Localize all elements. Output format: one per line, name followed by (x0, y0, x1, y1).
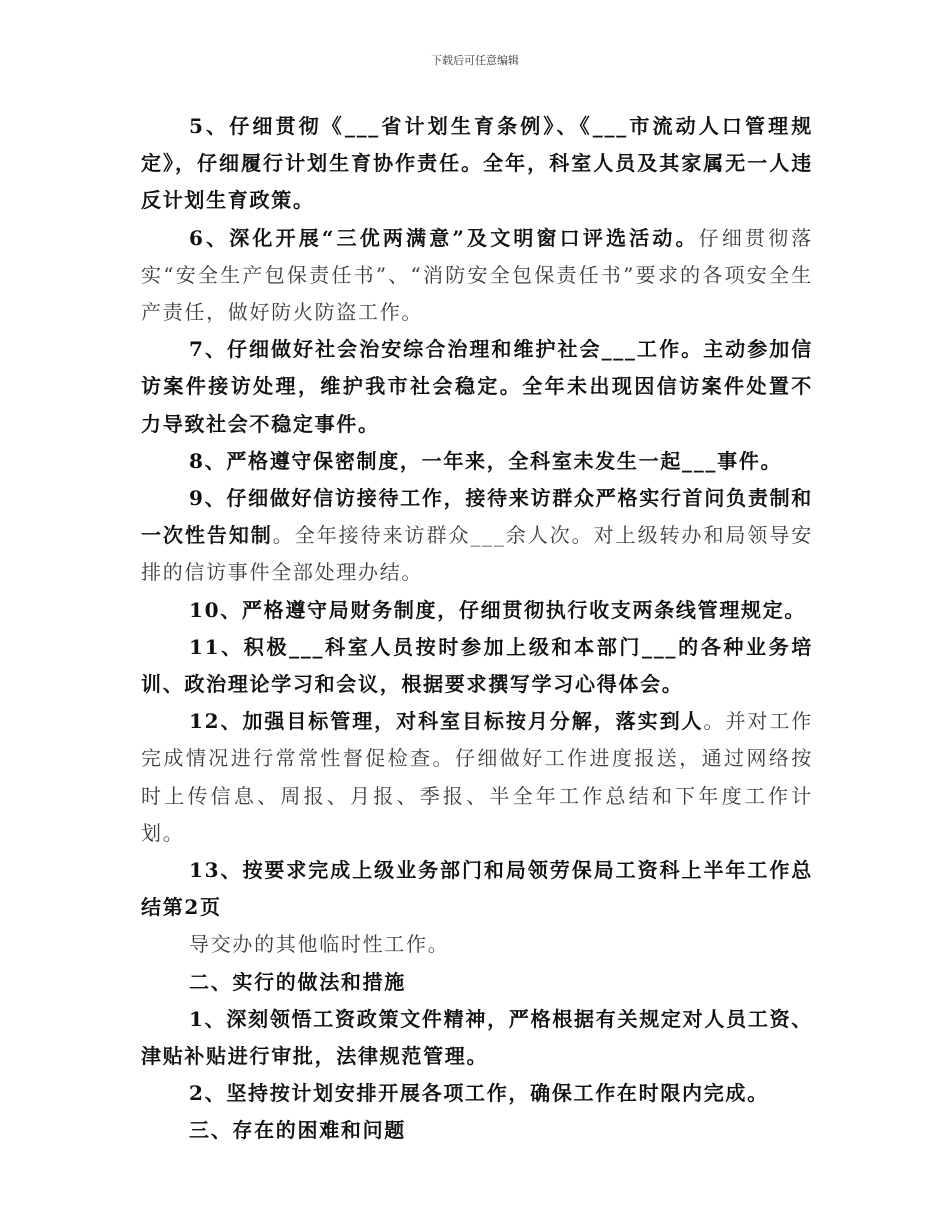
paragraph-normal-text: 。并对工作完成情况进行常常性督促检查。仔细做好工作进度报送，通过网络按时上传信息、周报、月报、季报、半全年工作总结和下年度工作计划。 (141, 709, 814, 845)
paragraph-item-5 (141, 108, 813, 220)
paragraph-bold-text: 13、按要求完成上级业务部门和局领劳保局工资科上半年工作总结第2页 (141, 858, 813, 920)
paragraph-bold-text: 9、仔细做好信访接待工作，接待来访群众严格实行首问负责制和一次性告知制 (141, 486, 813, 548)
paragraph-normal-text: 仔细贯彻落实“安全生产包保责任书”、“消防安全包保责任书”要求的各项安全生产责任，做好防火防盗工作。 (141, 225, 814, 325)
paragraph-bold-text: 5、仔细贯彻《___省计划生育条例》、《___市流动人口管理规定》，仔细履行计划生育协作责任。全年，科室人员及其家属无一人违反计划生育政策。 (141, 114, 813, 213)
paragraph-item-6 (141, 220, 813, 332)
page-header: 下载后可任意编辑 (431, 54, 519, 67)
paragraph-item-13-continued (141, 926, 813, 963)
paragraph-item-10 (141, 592, 813, 629)
paragraph-bold-text: 2、坚持按计划安排开展各项工作，确保工作在时限内完成。 (189, 1081, 769, 1106)
paragraph-item-13 (141, 852, 813, 926)
section-heading-2 (141, 964, 813, 1001)
paragraph-bold-text: 10、严格遵守局财务制度，仔细贯彻执行收支两条线管理规定。 (189, 597, 807, 622)
section-heading-3 (141, 1112, 813, 1149)
paragraph-item-11 (141, 629, 813, 703)
paragraph-normal-text: 。全年接待来访群众___余人次。对上级转办和局领导安排的信访事件全部处理办结。 (141, 523, 814, 585)
paragraph-item-7 (141, 331, 813, 443)
paragraph-bold-text: 8、严格遵守保密制度，一年来，全科室未发生一起___事件。 (189, 448, 783, 473)
paragraph-bold-text: 7、仔细做好社会治安综合治理和维护社会___工作。主动参加信访案件接访处理，维护我市社会稳定。全年未出现因信访案件处置不力导致社会不稳定事件。 (141, 337, 813, 436)
paragraph-bold-text: 1、深刻领悟工资政策文件精神，严格根据有关规定对人员工资、津贴补贴进行审批，法律规范管理。 (141, 1006, 813, 1069)
measure-item-1 (141, 1001, 813, 1075)
paragraph-item-12 (141, 703, 813, 852)
paragraph-item-8 (141, 443, 813, 480)
paragraph-bold-text: 12、加强目标管理，对科室目标按月分解，落实到人 (189, 709, 704, 734)
paragraph-bold-text: 6、深化开展“三优两满意”及文明窗口评选活动。 (189, 225, 699, 250)
document-body (141, 108, 813, 1150)
section-heading-text: 二、实行的做法和措施 (189, 969, 406, 994)
paragraph-bold-text: 11、积极___科室人员按时参加上级和本部门___的各种业务培训、政治理论学习和会议，根据要求撰写学习心得体会。 (141, 634, 813, 697)
paragraph-item-9 (141, 480, 813, 592)
paragraph-normal-text: 导交办的其他临时性工作。 (189, 932, 450, 957)
measure-item-2 (141, 1075, 813, 1112)
section-heading-text: 三、存在的困难和问题 (189, 1118, 406, 1143)
